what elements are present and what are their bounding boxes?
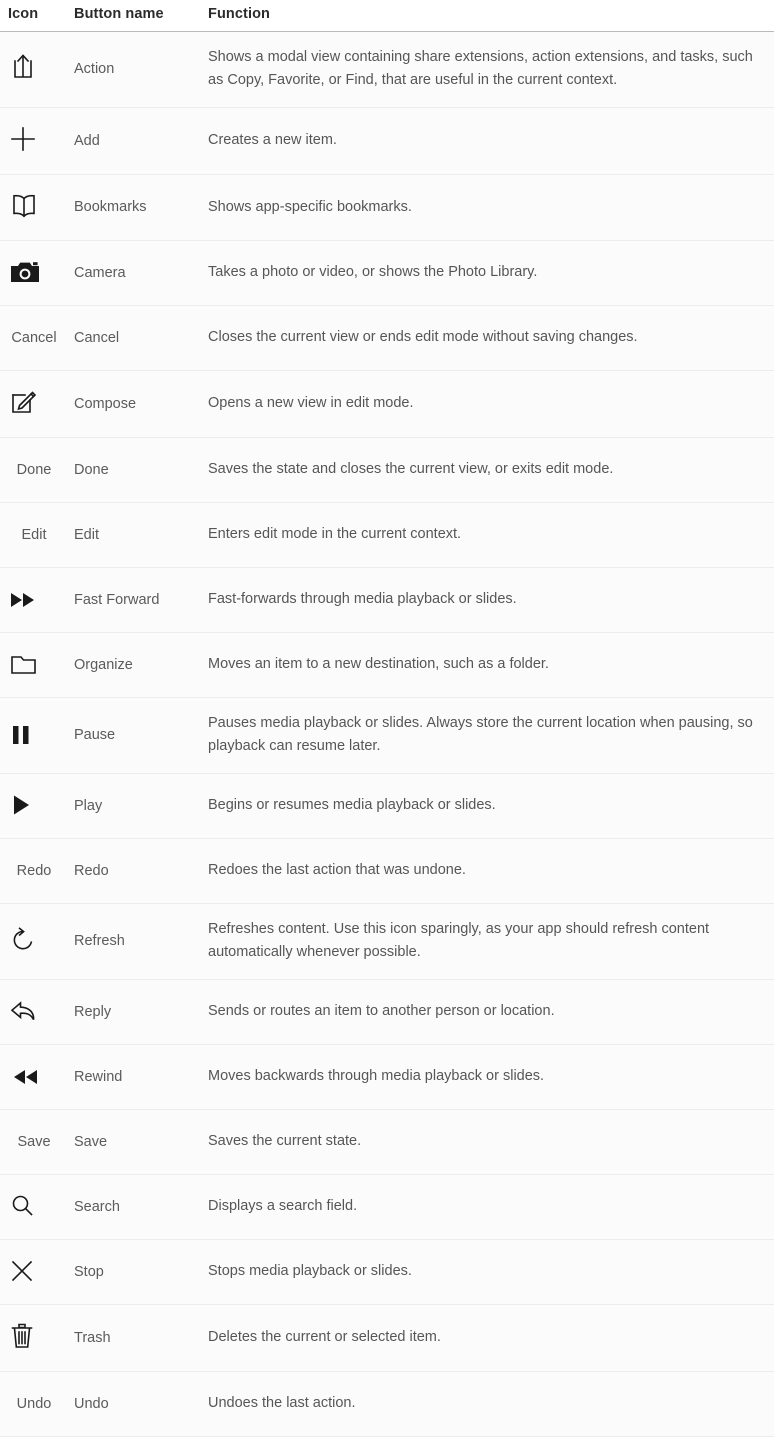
icon-cell (0, 32, 74, 108)
table-row (0, 1109, 774, 1174)
icon-cell (0, 567, 74, 632)
icon-cell (0, 1109, 74, 1174)
icon-cell (0, 632, 74, 697)
table-row (0, 32, 774, 108)
table-row (0, 838, 774, 903)
edit-text-icon: Edit (21, 526, 47, 543)
reply-arrow-icon (8, 994, 60, 1028)
table-header-row (0, 0, 774, 32)
button-name-cell: Compose (74, 370, 206, 437)
icon-cell (0, 305, 74, 370)
undo-text-icon: Undo (16, 1395, 52, 1412)
function-cell: Undoes the last action. (206, 1371, 774, 1436)
button-name-cell: Pause (74, 697, 206, 773)
rewind-icon (8, 1060, 60, 1094)
button-name-cell: Cancel (74, 305, 206, 370)
function-cell: Begins or resumes media playback or slides. (206, 773, 774, 838)
button-name-cell: Reply (74, 979, 206, 1044)
table-row (0, 107, 774, 174)
function-cell: Saves the state and closes the current view, or exits edit mode. (206, 437, 774, 502)
table-row (0, 240, 774, 305)
button-name-cell: Trash (74, 1304, 206, 1371)
function-cell: Displays a search field. (206, 1174, 774, 1239)
button-name-cell: Rewind (74, 1044, 206, 1109)
button-name-cell: Camera (74, 240, 206, 305)
play-icon (8, 788, 60, 822)
icon-cell (0, 838, 74, 903)
button-name-cell: Redo (74, 838, 206, 903)
save-text-icon: Save (17, 1133, 51, 1150)
function-cell: Moves backwards through media playback or slides. (206, 1044, 774, 1109)
button-name-cell: Refresh (74, 903, 206, 979)
function-cell: Enters edit mode in the current context. (206, 502, 774, 567)
icon-cell (0, 1174, 74, 1239)
icon-cell (0, 1239, 74, 1304)
icon-cell (0, 1044, 74, 1109)
column-header-button-name: Button name (74, 0, 206, 32)
function-cell: Moves an item to a new destination, such as a folder. (206, 632, 774, 697)
button-name-cell: Play (74, 773, 206, 838)
button-name-cell: Done (74, 437, 206, 502)
icon-cell (0, 174, 74, 240)
table-row (0, 174, 774, 240)
function-cell: Pauses media playback or slides. Always store the current location when pausing, so playback can resume later. (206, 697, 774, 773)
search-magnifier-icon (8, 1189, 60, 1223)
icon-cell (0, 1304, 74, 1371)
icon-cell (0, 107, 74, 174)
function-cell: Shows a modal view containing share extensions, action extensions, and tasks, such as Copy, Favorite, or Find, that are useful in the current context. (206, 32, 774, 108)
button-name-cell: Bookmarks (74, 174, 206, 240)
function-cell: Stops media playback or slides. (206, 1239, 774, 1304)
camera-icon (8, 255, 60, 289)
function-cell: Deletes the current or selected item. (206, 1304, 774, 1371)
done-text-icon: Done (16, 461, 52, 478)
function-cell: Redoes the last action that was undone. (206, 838, 774, 903)
button-name-cell: Add (74, 107, 206, 174)
redo-text-icon: Redo (16, 862, 52, 879)
icon-cell (0, 903, 74, 979)
function-cell: Refreshes content. Use this icon sparingly, as your app should refresh content automatically whenever possible. (206, 903, 774, 979)
button-name-cell: Search (74, 1174, 206, 1239)
table-row (0, 632, 774, 697)
button-name-cell: Edit (74, 502, 206, 567)
bookmarks-open-book-icon (8, 189, 60, 223)
function-cell: Takes a photo or video, or shows the Photo Library. (206, 240, 774, 305)
table-row (0, 1239, 774, 1304)
function-cell: Opens a new view in edit mode. (206, 370, 774, 437)
function-cell: Saves the current state. (206, 1109, 774, 1174)
compose-pencil-square-icon (8, 385, 60, 419)
table-row (0, 979, 774, 1044)
refresh-circular-arrow-icon (8, 923, 60, 957)
function-cell: Shows app-specific bookmarks. (206, 174, 774, 240)
table-body (0, 32, 774, 1437)
icon-cell (0, 979, 74, 1044)
fast-forward-icon (8, 583, 60, 617)
organize-folder-icon (8, 647, 60, 681)
icon-cell (0, 437, 74, 502)
table-row (0, 567, 774, 632)
table-row (0, 305, 774, 370)
function-cell: Fast-forwards through media playback or slides. (206, 567, 774, 632)
table-row (0, 1044, 774, 1109)
icon-cell (0, 370, 74, 437)
table-row (0, 1174, 774, 1239)
button-name-cell: Fast Forward (74, 567, 206, 632)
table-row (0, 1304, 774, 1371)
table-row (0, 773, 774, 838)
button-name-cell: Action (74, 32, 206, 108)
button-name-cell: Stop (74, 1239, 206, 1304)
trash-icon (8, 1319, 60, 1353)
column-header-function: Function (206, 0, 774, 32)
column-header-icon: Icon (0, 0, 74, 32)
table-row (0, 437, 774, 502)
function-cell: Creates a new item. (206, 107, 774, 174)
pause-icon (8, 718, 60, 752)
function-cell: Sends or routes an item to another person or location. (206, 979, 774, 1044)
icon-cell (0, 1371, 74, 1436)
button-name-cell: Save (74, 1109, 206, 1174)
function-cell: Closes the current view or ends edit mode without saving changes. (206, 305, 774, 370)
icon-cell (0, 697, 74, 773)
table-row (0, 903, 774, 979)
table-row (0, 502, 774, 567)
cancel-text-icon: Cancel (11, 329, 57, 346)
icon-cell (0, 502, 74, 567)
icon-cell (0, 773, 74, 838)
button-name-cell: Undo (74, 1371, 206, 1436)
table-header (0, 0, 774, 32)
button-name-cell: Organize (74, 632, 206, 697)
icon-cell (0, 240, 74, 305)
table-row (0, 697, 774, 773)
table-row (0, 1371, 774, 1436)
action-share-icon (8, 50, 60, 84)
add-plus-icon (8, 122, 60, 156)
table-row (0, 370, 774, 437)
stop-x-icon (8, 1254, 60, 1288)
